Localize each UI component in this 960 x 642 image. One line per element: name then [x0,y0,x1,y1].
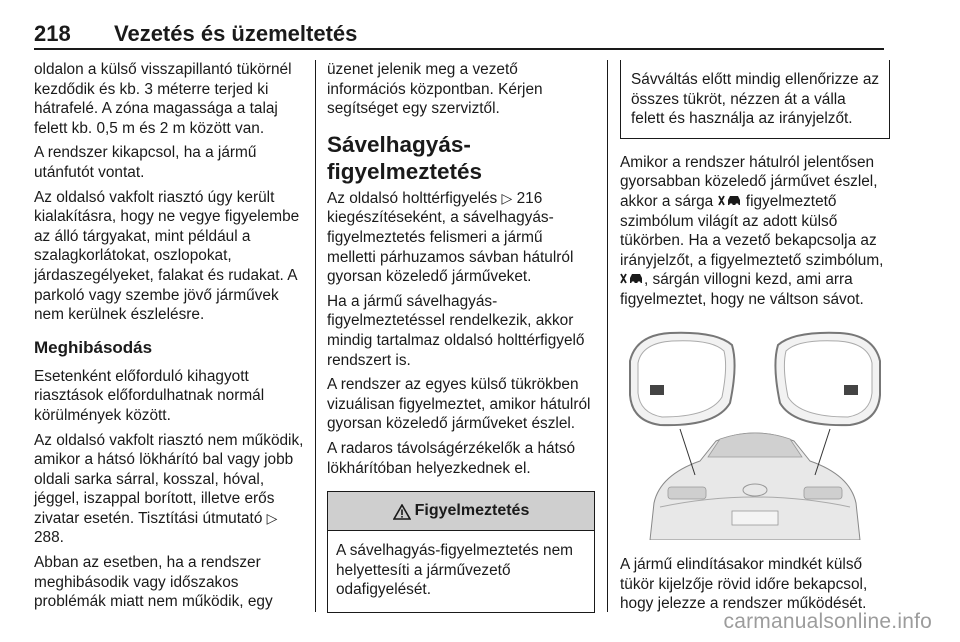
page-reference-link[interactable]: 288. [34,529,64,547]
paragraph: Esetenként előforduló kihagyott riasztások előfordulhatnak normál körülmények között. [34,367,265,424]
side-blind-spot-symbol-icon [718,194,742,207]
warning-box [327,491,595,613]
chapter-title: Vezetés és üzemeltetés [114,21,358,46]
paragraph: Ha a jármű sávelhagyás-figyelmeztetéssel rendelkezik, akkor mindig tartalmaz oldalsó holttérfigyelő rendszert is. [327,292,585,369]
paragraph: A jármű elindításakor mindkét külső tükör kijelzője rövid időre bekapcsol, hogy jelezze a rendszer működését. [620,556,868,613]
page-reference-arrow-icon: ▷ [501,189,513,206]
paragraph [34,431,304,549]
paragraph-text: , sárgán villogni kezd, ami arra figyelmeztet, hogy ne váltson sávot. [620,271,864,308]
paragraph [620,153,890,310]
page-number: 218 [34,21,71,46]
paragraph-text: figyelmeztető szimbólum világít az adott külső tükörben. Ha a vezető bekapcsolja az irányjelzőt, a figyelmeztető szimbólum, [620,192,884,269]
watermark: carmanualsonline.info [723,610,932,633]
warning-text: A sávelhagyás-figyelmeztetés nem helyettesíti a járművezető odafigyelését. [336,542,573,599]
paragraph: üzenet jelenik meg a vezető információs központban. Kérjen segítséget egy szerviztől. [327,61,543,118]
paragraph-text: Az oldalsó holttérfigyelés [327,189,502,207]
paragraph-text: kiegészítéseként, a sávelhagyás-figyelmeztetés felismeri a jármű melletti párhuzamos sávban hátulról gyorsan közeledő járműveket. [327,209,574,286]
paragraph: Abban az esetben, ha a rendszer meghibásodik vagy időszakos problémák miatt nem működik, egy [34,554,273,611]
caution-box [620,60,890,139]
paragraph: A radaros távolságérzékelők a hátsó lökhárítóban helyezkednek el. [327,439,576,477]
page-reference-link[interactable]: 216 [516,189,543,207]
warning-header [328,492,594,531]
page-header [34,9,884,51]
column-2 [327,60,595,613]
header-rule [34,48,884,50]
column-divider [607,60,608,612]
paragraph [327,189,595,287]
column-divider [315,60,316,612]
subheading-malfunction: Meghibásodás [34,337,153,357]
side-blind-spot-symbol-icon [620,272,644,285]
page-reference-arrow-icon: ▷ [266,509,278,526]
section-title: Sávelhagyás-figyelmeztetés [327,131,483,184]
paragraph: oldalon a külső visszapillantó tükörnél kezdődik és kb. 3 méterre terjed ki hátrafelé. A zóna magassága a talaj felett kb. 0,5 m és 2 m között van. [34,61,292,137]
caution-text: Sávváltás előtt mindig ellenőrizze az összes tükröt, nézzen át a válla felett és használja az irányjelzőt. [631,71,880,128]
paragraph-text: Amikor a rendszer hátulról jelentősen gyorsabban közeledő járművet észlel, akkor a sárga [620,153,878,210]
paragraph-text: Az oldalsó vakfolt riasztó nem működik, amikor a hátsó lökhárító bal vagy jobb oldali sarka sárral, kosszal, hóval, jéggel, iszappal borított, illetve erős zivatar esetén. Tisztítási útmutató [34,431,304,527]
paragraph: A rendszer kikapcsol, ha a jármű utánfutót vontat. [34,144,257,181]
mirror-illustration [620,325,890,540]
column-3 [620,60,890,619]
paragraph: Az oldalsó vakfolt riasztó úgy került kialakításra, hogy ne vegye figyelembe az álló tárgyakat, mint például a szalagkorlátokat, oszlopokat, járdaszegélyeket, falakat és rudakat. A parkoló vagy szembe jövő járművek nem kerülnek észlelésre. [34,188,300,324]
warning-triangle-icon [393,504,411,520]
column-1 [34,60,304,617]
warning-title: Figyelmeztetés [414,502,530,520]
paragraph: A rendszer az egyes külső tükrökben vizuálisan figyelmeztet, amikor hátulról gyorsan közeledő járműveket észlel. [327,376,591,433]
